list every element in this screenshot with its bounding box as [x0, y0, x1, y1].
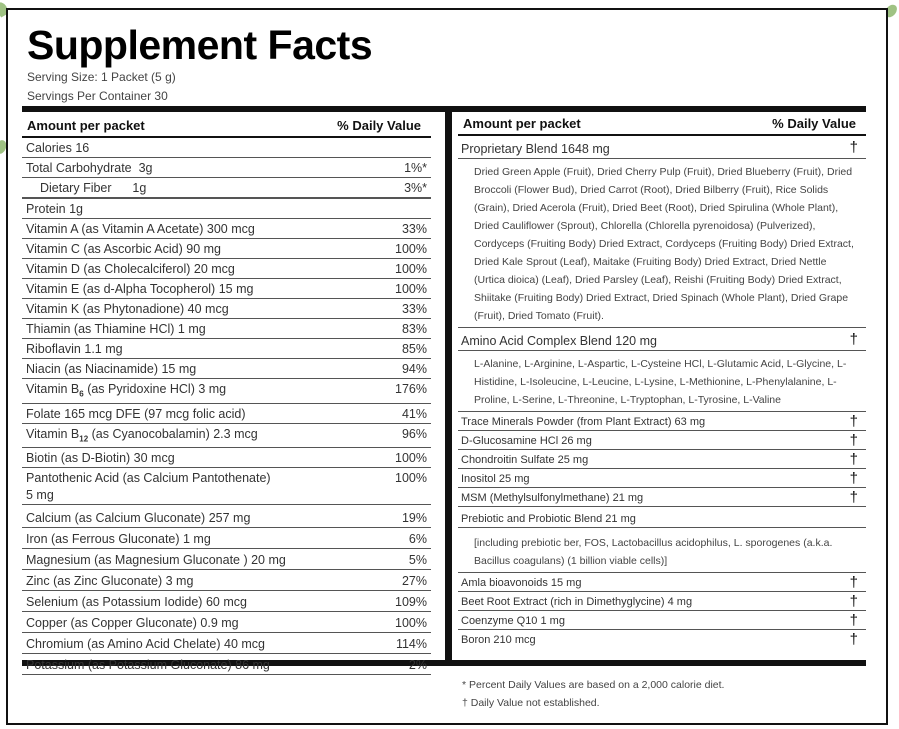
right-blend-table — [458, 112, 866, 648]
amount-per-packet-heading: Amount per packet — [463, 116, 581, 131]
page-title: Supplement Facts — [27, 22, 373, 68]
nutrient-row: Vitamin C (as Ascorbic Acid) 90 mg 100% — [22, 239, 431, 259]
ingredient-row: Coenzyme Q10 1 mg † — [458, 611, 866, 630]
dagger-mark: † — [849, 432, 858, 449]
folate-row: Folate 165 mcg DFE (97 mcg folic acid) 41% — [22, 404, 431, 424]
mineral-row: Calcium (as Calcium Gluconate) 257 mg 19% — [22, 505, 431, 528]
mineral-row: Potassium (as Potassium Gluconate) 86 mg 2% — [22, 654, 431, 675]
ingredient-row: Chondroitin Sulfate 25 mg † — [458, 450, 866, 469]
ingredient-row: Beet Root Extract (rich in Dimethyglycine) 4 mg † — [458, 592, 866, 611]
nutrient-row: Thiamin (as Thiamine HCl) 1 mg 83% — [22, 319, 431, 339]
left-table-header — [22, 114, 431, 138]
mineral-row: Zinc (as Zinc Gluconate) 3 mg 27% — [22, 570, 431, 591]
dagger-mark: † — [849, 631, 858, 648]
vitamin-b12-row: Vitamin $B_{12}$ (as Cyanocobalamin) 2.3 mcg 96% — [22, 424, 431, 449]
dagger-mark: † — [849, 593, 858, 610]
ingredient-row: Amla bioavonoids 15 mg † — [458, 573, 866, 592]
pantothenic-acid-row: Pantothenic Acid (as Calcium Pantothenate) 5 mg 100% — [22, 468, 431, 505]
ingredient-row: Inositol 25 mg † — [458, 469, 866, 488]
protein-row: Protein 1g — [22, 198, 431, 219]
servings-per-container: Servings Per Container 30 — [27, 89, 168, 103]
nutrient-row: Vitamin E (as d-Alpha Tocopherol) 15 mg 100% — [22, 279, 431, 299]
serving-size: Serving Size: 1 Packet (5 g) — [27, 70, 176, 84]
amount-per-packet-heading: Amount per packet — [27, 118, 145, 133]
ingredient-row: Boron 210 mcg † — [458, 630, 866, 648]
nutrient-row: Riboflavin 1.1 mg 85% — [22, 339, 431, 359]
total-carbohydrate-row: Total Carbohydrate 3g 1%* — [22, 158, 431, 178]
nutrient-row: Vitamin D (as Cholecalciferol) 20 mcg 100% — [22, 259, 431, 279]
column-divider — [445, 106, 452, 666]
calories-row: Calories 16 — [22, 138, 431, 158]
dietary-fiber-row: Dietary Fiber 1g 3%* — [22, 178, 431, 198]
mineral-row: Chromium (as Amino Acid Chelate) 40 mcg 114% — [22, 633, 431, 654]
amino-acid-blend-row: Amino Acid Complex Blend 120 mg † — [458, 328, 866, 351]
dagger-mark: † — [849, 470, 858, 487]
biotin-row: Biotin (as D-Biotin) 30 mcg 100% — [22, 448, 431, 468]
right-table-header — [458, 112, 866, 136]
dagger-mark: † — [849, 139, 858, 156]
dagger-mark: † — [849, 413, 858, 430]
dagger-mark: † — [849, 574, 858, 591]
vitamin-b6-row: Vitamin $B_6$ (as Pyridoxine HCl) 3 mg 176% — [22, 379, 431, 404]
mineral-row: Iron (as Ferrous Gluconate) 1 mg 6% — [22, 528, 431, 549]
daily-value-heading: % Daily Value — [772, 116, 856, 131]
left-nutrient-table — [22, 114, 431, 675]
dagger-mark: † — [849, 612, 858, 629]
nutrient-row: Niacin (as Niacinamide) 15 mg 94% — [22, 359, 431, 379]
dagger-mark: † — [849, 451, 858, 468]
daily-value-heading: % Daily Value — [337, 118, 421, 133]
prebiotic-ingredients: [including prebiotic ber, FOS, Lactobacillus acidophilus, L. sporogenes (a.k.a. Bacillus coagulans) (1 billion viable cells)] — [458, 528, 866, 573]
prebiotic-blend-row: Prebiotic and Probiotic Blend 21 mg — [458, 507, 866, 528]
proprietary-blend-row: Proprietary Blend 1648 mg † — [458, 136, 866, 159]
ingredient-row: D-Glucosamine HCl 26 mg † — [458, 431, 866, 450]
amino-acid-ingredients: L-Alanine, L-Arginine, L-Aspartic, L-Cysteine HCl, L-Glutamic Acid, L-Glycine, L-Histidine, L-Isoleucine, L-Leucine, L-Lysine, L-Methionine, L-Phenylalanine, L-Proline, L-Serine, L-Threonine, L-Tryptophan, L-Tyrosine, L-Valine — [458, 351, 866, 412]
nutrient-row: Vitamin K (as Phytonadione) 40 mcg 33% — [22, 299, 431, 319]
proprietary-blend-ingredients: Dried Green Apple (Fruit), Dried Cherry Pulp (Fruit), Dried Blueberry (Fruit), Dried Broccoli (Flower Bud), Dried Carrot (Root), Dried Bilberry (Fruit), Rice Solids (Grain), Dried Acerola (Fruit), Dried Beet (Root), Dried Spirulina (Whole Plant), Dried Cauliflower (Sprout), Chlorella (Chlorella pyrenoidosa) (Pulverized), Cordyceps (Fruiting Body) Dried Extract, Cordyceps (Fruiting Body) Dried Extract, Dried Kale Sprout (Leaf), Maitake (Fruiting Body) Dried Extract, Dried Nettle (Urtica dioica) (Leaf), Dried Parsley (Leaf), Reishi (Fruiting Body) Dried Extract, Shiitake (Fruiting Body) Dried Extract, Dried Spinach (Whole Plant), Dried Grape (Fruit), Dried Tomato (Fruit). — [458, 159, 866, 328]
footnote-dagger: † Daily Value not established. — [462, 697, 600, 709]
mineral-row: Selenium (as Potassium Iodide) 60 mcg 109% — [22, 591, 431, 612]
ingredient-row: MSM (Methylsulfonylmethane) 21 mg † — [458, 488, 866, 507]
ingredient-row: Trace Minerals Powder (from Plant Extract) 63 mg † — [458, 412, 866, 431]
dagger-mark: † — [849, 489, 858, 506]
footnote-daily-value: * Percent Daily Values are based on a 2,000 calorie diet. — [462, 679, 725, 691]
dagger-mark: † — [849, 331, 858, 348]
mineral-row: Copper (as Copper Gluconate) 0.9 mg 100% — [22, 612, 431, 633]
nutrient-row: Vitamin A (as Vitamin A Acetate) 300 mcg 33% — [22, 219, 431, 239]
mineral-row: Magnesium (as Magnesium Gluconate ) 20 mg 5% — [22, 549, 431, 570]
